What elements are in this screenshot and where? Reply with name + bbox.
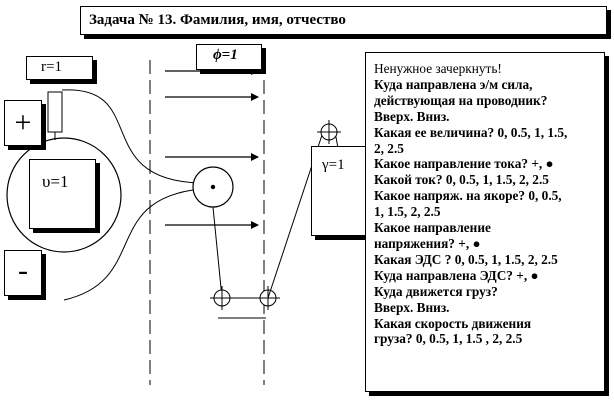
question-line: Ненужное зачеркнуть! — [374, 61, 502, 76]
question-line: Какая скорость движения — [374, 315, 532, 331]
resistor — [48, 92, 62, 132]
crosshair-circle-icon — [210, 286, 234, 310]
dot-in-circle-icon — [211, 185, 215, 189]
question-line: Какая ее величина? 0, 0.5, 1, 1.5, — [374, 124, 568, 140]
speed-label: υ=1 — [29, 159, 96, 229]
question-line: Вверх. Вниз. — [374, 299, 450, 315]
question-line: груза? 0, 0.5, 1, 1.5 , 2, 2.5 — [374, 331, 523, 347]
question-line: Какое направление — [374, 220, 491, 236]
flux-label: ϕ=1 — [196, 44, 262, 70]
question-line: Куда направлена ЭДС? +, ● — [374, 267, 539, 283]
question-line: Какое напряж. на якоре? 0, 0.5, — [374, 188, 562, 204]
question-line: Какой ток? 0, 0.5, 1, 1.5, 2, 2.5 — [374, 172, 549, 188]
question-line: Вверх. Вниз. — [374, 108, 450, 124]
question-line: Куда движется груз? — [374, 283, 498, 299]
plus-terminal: + — [4, 100, 42, 146]
weight-label: γ=1 — [311, 146, 366, 236]
question-line: 2, 2.5 — [374, 140, 404, 156]
question-line: Какое направление тока? +, ● — [374, 156, 554, 172]
task-title: Задача № 13. Фамилия, имя, отчество — [80, 6, 607, 35]
question-line: напряжения? +, ● — [374, 235, 481, 251]
question-line: действующая на проводник? — [374, 92, 548, 108]
question-line: Куда направлена э/м сила, — [374, 76, 533, 92]
rope-conductor — [213, 207, 222, 298]
question-line: 1, 1.5, 2, 2.5 — [374, 204, 441, 220]
minus-terminal: - — [4, 250, 42, 296]
questions-panel — [365, 52, 605, 392]
question-line: Какая ЭДС ? 0, 0.5, 1, 1.5, 2, 2.5 — [374, 251, 558, 267]
resistance-label: r=1 — [26, 56, 93, 80]
